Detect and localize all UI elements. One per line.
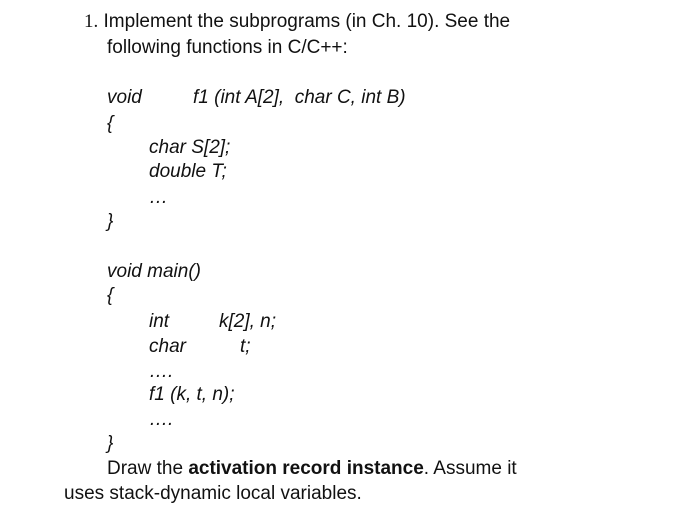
- instruction-text-1: Draw the: [107, 458, 189, 479]
- instruction-line-1: [107, 457, 517, 481]
- main-int-keyword: int: [149, 311, 170, 332]
- main-ellipsis-1: ….: [149, 361, 174, 382]
- main-signature: void main(): [107, 261, 201, 282]
- main-open-brace: {: [107, 285, 114, 306]
- instruction-bold: activation record instance: [188, 458, 424, 479]
- instruction-line-2: uses stack-dynamic local variables.: [64, 483, 362, 504]
- question-line-1: [84, 10, 510, 34]
- f1-close-brace: }: [107, 211, 114, 232]
- f1-decl-double: double T;: [149, 161, 227, 182]
- question-text-1: Implement the subprograms (in Ch. 10). See the: [103, 11, 511, 32]
- question-number: 1.: [84, 11, 99, 32]
- main-ellipsis-2: ….: [149, 409, 174, 430]
- main-call-f1: f1 (k, t, n);: [149, 384, 235, 405]
- f1-open-brace: {: [107, 113, 114, 134]
- instruction-text-2: . Assume it: [423, 458, 517, 479]
- f1-decl-char: char S[2];: [149, 137, 231, 158]
- f1-signature: f1 (int A[2], char C, int B): [193, 87, 406, 108]
- main-char-vars: t;: [240, 336, 251, 357]
- main-int-vars: k[2], n;: [219, 311, 277, 332]
- question-line-2: following functions in C/C++:: [107, 37, 348, 58]
- main-close-brace: }: [107, 433, 114, 454]
- f1-ellipsis: …: [149, 187, 168, 208]
- main-char-keyword: char: [149, 336, 186, 357]
- f1-return-type: void: [107, 87, 142, 108]
